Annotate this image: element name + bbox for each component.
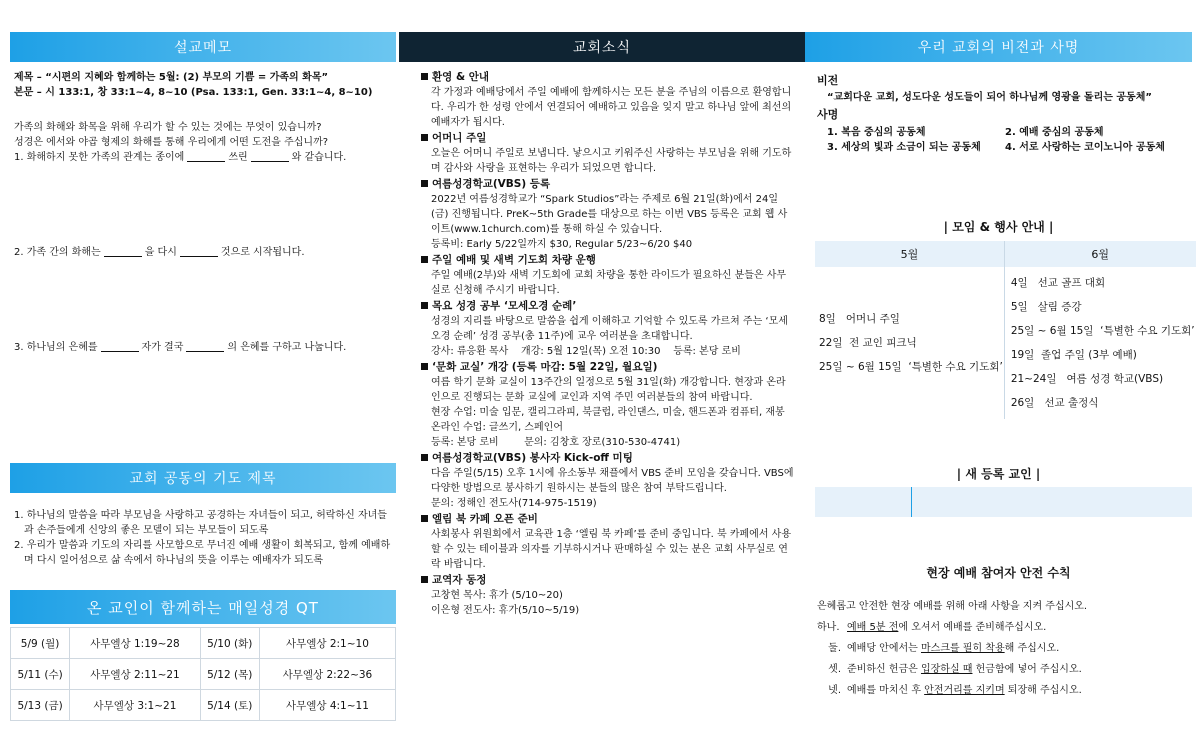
- safety-rule: 셋. 준비하신 헌금은 입장하실 때 헌금함에 넣어 주십시오.: [828, 664, 1082, 675]
- item1-part-a: 1. 화해하지 못한 가족의 관계는 종이에: [14, 152, 185, 163]
- square-bullet-icon: [421, 134, 428, 141]
- square-bullet-icon: [421, 302, 428, 309]
- square-bullet-icon: [421, 256, 428, 263]
- newcomers-title: | 새 등록 교인 |: [956, 467, 1041, 481]
- item2-part-c: 것으로 시작됩니다.: [220, 247, 305, 258]
- news-section-title: 주일 예배 및 새벽 기도회 차량 운행: [421, 252, 795, 268]
- item2-part-b: 을 다시: [144, 247, 177, 258]
- event-item: 5일 살림 증강: [1010, 301, 1082, 313]
- events-may-cell: [815, 267, 1004, 419]
- vision-text: “교회다운 교회, 성도다운 성도들이 되어 하나님께 영광을 돌리는 공동체”: [827, 92, 1152, 103]
- item1-part-c: 와 같습니다.: [291, 152, 347, 163]
- events-col-may: 5월: [815, 241, 1004, 267]
- safety-rules: [817, 596, 1187, 701]
- events-title: | 모임 & 행사 안내 |: [943, 220, 1054, 234]
- item3-part-a: 3. 하나님의 은혜를: [14, 342, 98, 353]
- mission-item: 4. 서로 사랑하는 코이노니아 공동체: [1005, 142, 1165, 153]
- sermon-question-2: 성경은 에서와 야곱 형제의 화해를 통해 우리에게 어떤 도전을 주십니까?: [14, 137, 329, 148]
- news-staff-line: 고창현 목사: 휴가 (5/10~20): [431, 590, 563, 601]
- news-section-body: 성경의 지리를 바탕으로 말씀을 쉽게 이해하고 기억할 수 있도록 가르쳐 주는 ‘모세오경 순례’ 성경 공부(총 11주)에 교우 여러분을 초대합니다.: [431, 316, 788, 342]
- item3-part-c: 의 은혜를 구하고 나눕니다.: [227, 342, 347, 353]
- qt-date: 5/12 (목): [200, 659, 259, 690]
- events-june-cell: [1004, 267, 1195, 419]
- news-section-body: 사회봉사 위원회에서 교육관 1층 ‘엘림 북 카페’를 준비 중입니다. 북 카페에서 사용 할 수 있는 테이블과 의자를 기부하시거나 판매하실 수 있는 분은 교회 사무실로 연락 바랍니다.: [431, 529, 791, 570]
- fill-blank: [104, 246, 142, 257]
- item3-part-b: 자가 결국: [141, 342, 184, 353]
- event-item: 26일 선교 출정식: [1010, 397, 1099, 409]
- fill-blank: [187, 151, 225, 162]
- event-item: 25일 ~ 6월 15일 ‘특별한 수요 기도회’: [1010, 325, 1195, 337]
- sermon-text: 본문 – 시 133:1, 창 33:1~4, 8~10 (Psa. 133:1, Gen. 33:1~4, 8~10): [14, 87, 373, 98]
- square-bullet-icon: [421, 515, 428, 522]
- square-bullet-icon: [421, 576, 428, 583]
- safety-rule: 넷. 예배를 마치신 후 안전거리를 지키며 퇴장해 주십시오.: [828, 685, 1082, 696]
- safety-rule: 하나. 예배 5분 전에 오셔서 예배를 준비해주십시오.: [817, 622, 1047, 633]
- news-section-info: 강사: 류응환 목사 개강: 5월 12일(목) 오전 10:30 등록: 본당 로비: [431, 346, 741, 357]
- qt-date: 5/9 (월): [11, 628, 70, 659]
- news-section-body: 다음 주일(5/15) 오후 1시에 유소동부 채플에서 VBS 준비 모임을 갖습니다. VBS에 다양한 방법으로 봉사하기 원하시는 분들의 많은 참여 부탁드립니다.: [431, 468, 794, 494]
- fill-blank: [251, 151, 289, 162]
- qt-row: [11, 628, 396, 659]
- vision-header: 우리 교회의 비전과 사명: [805, 32, 1192, 62]
- news-section-fee: 등록비: Early 5/22일까지 $30, Regular 5/23~6/20 $40: [431, 239, 693, 250]
- fill-blank: [101, 341, 139, 352]
- news-section-title: 여름성경학교(VBS) 봉사자 Kick-off 미팅: [421, 450, 795, 466]
- qt-date: 5/13 (금): [11, 690, 70, 721]
- item2-part-a: 2. 가족 간의 화해는: [14, 247, 101, 258]
- safety-rule: 둘. 예배당 안에서는 마스크를 필히 착용해 주십시오.: [828, 643, 1060, 654]
- square-bullet-icon: [421, 73, 428, 80]
- sermon-item-3: [14, 340, 392, 355]
- mission-label: 사명: [817, 108, 839, 121]
- sermon-question-1: 가족의 화해와 화목을 위해 우리가 할 수 있는 것에는 무엇이 있습니까?: [14, 122, 322, 133]
- qt-reading: 사무엘상 2:22~36: [259, 659, 395, 690]
- fill-blank: [180, 246, 218, 257]
- vision-column: [805, 32, 1195, 696]
- square-bullet-icon: [421, 454, 428, 461]
- sermon-item-1: [14, 150, 392, 165]
- news-section-body: 주일 예배(2부)와 새벽 기도회에 교회 차량을 통한 라이드가 필요하신 분들은 사무실로 신청해 주시기 바랍니다.: [431, 270, 787, 296]
- safety-title: 현장 예배 참여자 안전 수칙: [926, 566, 1071, 580]
- sermon-column: [10, 32, 396, 712]
- news-section-title: 엘림 북 카페 오픈 준비: [421, 511, 795, 527]
- news-section-body: 오늘은 어머니 주일로 보냅니다. 낳으시고 키워주신 사랑하는 부모님을 위해 기도하며 감사와 사랑을 표현하는 우리가 되었으면 합니다.: [431, 148, 792, 174]
- qt-reading: 사무엘상 2:1~10: [259, 628, 395, 659]
- news-section-online: 온라인 수업: 글쓰기, 스페인어: [431, 422, 564, 433]
- news-column: [399, 32, 805, 618]
- news-section-title: 환영 & 안내: [421, 69, 795, 85]
- fill-blank: [186, 341, 224, 352]
- qt-table: [10, 627, 396, 721]
- news-section-title: ‘문화 교실’ 개강 (등록 마감: 5월 22일, 월요일): [421, 359, 795, 375]
- prayer-header: 교회 공동의 기도 제목: [10, 463, 396, 493]
- event-item: 22일 전 교인 피크닉: [819, 337, 917, 349]
- square-bullet-icon: [421, 180, 428, 187]
- mission-grid: [817, 125, 1184, 155]
- news-section-title: 여름성경학교(VBS) 등록: [421, 176, 795, 192]
- qt-date: 5/14 (토): [200, 690, 259, 721]
- qt-reading: 사무엘상 1:19~28: [70, 628, 200, 659]
- events-col-june: 6월: [1004, 241, 1195, 267]
- news-staff-line: 이은형 전도사: 휴가(5/10~5/19): [431, 605, 580, 616]
- qt-row: [11, 659, 396, 690]
- mission-item: 1. 복음 중심의 공동체: [827, 127, 926, 138]
- mission-item: 3. 세상의 빛과 소금이 되는 공동체: [827, 142, 981, 153]
- news-section-body: 2022년 여름성경학교가 “Spark Studios”라는 주제로 6월 21일(화)에서 24일(금) 진행됩니다. PreK~5th Grade를 대상으로 하는 이번 VBS 등록은 교회 웹 사이트(www.1church.com)를 통해 하실 수 있습니다.: [431, 194, 788, 235]
- square-bullet-icon: [421, 363, 428, 370]
- prayer-item-2: 2. 우리가 말씀과 기도의 자리를 사모함으로 무너진 예배 생활이 회복되고, 함께 예배하며 다시 일어섬으로 삶 속에서 하나님의 뜻을 이루는 예배자가 되도록: [14, 540, 391, 566]
- qt-header: 온 교인이 함께하는 매일성경 QT: [10, 590, 396, 624]
- events-table: [815, 241, 1196, 419]
- qt-reading: 사무엘상 4:1~11: [259, 690, 395, 721]
- item1-part-b: 쓰린: [228, 152, 248, 163]
- news-section-title: 교역자 동정: [421, 572, 795, 588]
- qt-date: 5/10 (화): [200, 628, 259, 659]
- newcomers-box: [815, 487, 1192, 517]
- news-section-onsite: 현장 수업: 미술 입문, 캘리그라피, 북클럽, 라인댄스, 미술, 핸드폰과 컴퓨터, 재봉: [431, 407, 785, 418]
- vision-label: 비전: [817, 74, 839, 87]
- qt-date: 5/11 (수): [11, 659, 70, 690]
- prayer-item-1: 1. 하나님의 말씀을 따라 부모님을 사랑하고 공경하는 자녀들이 되고, 허락하신 자녀들과 손주들에게 신앙의 좋은 모델이 되는 부모들이 되도록: [14, 510, 387, 536]
- news-section-reg: 등록: 본당 로비 문의: 김창호 장로(310-530-4741): [431, 437, 681, 448]
- newcomers-divider: [911, 487, 912, 517]
- safety-intro: 은혜롭고 안전한 현장 예배를 위해 아래 사항을 지켜 주십시오.: [817, 601, 1088, 612]
- news-header: 교회소식: [399, 32, 805, 62]
- mission-item: 2. 예배 중심의 공동체: [1005, 127, 1104, 138]
- news-section-title: 목요 성경 공부 ‘모세오경 순례’: [421, 298, 795, 314]
- event-item: 4일 선교 골프 대회: [1010, 277, 1106, 289]
- sermon-header: 설교메모: [10, 32, 396, 62]
- qt-reading: 사무엘상 3:1~21: [70, 690, 200, 721]
- news-section-body: 여름 학기 문화 교실이 13주간의 일정으로 5월 31일(화) 개강합니다. 현장과 온라인으로 진행되는 문화 교실에 교인과 지역 주민 여러분들의 참여 바랍니다.: [431, 377, 786, 403]
- news-section-title: 어머니 주일: [421, 130, 795, 146]
- qt-reading: 사무엘상 2:11~21: [70, 659, 200, 690]
- sermon-item-2: [14, 245, 392, 260]
- news-section-body: 각 가정과 예배당에서 주일 예배에 함께하시는 모든 분을 주님의 이름으로 환영합니다. 우리가 한 성령 안에서 연결되어 예배하고 있음을 잊지 말고 하나님 앞에 최선의 예배자가 됩시다.: [431, 87, 792, 128]
- event-item: 21~24일 여름 성경 학교(VBS): [1010, 373, 1164, 385]
- news-section-contact: 문의: 정해인 전도사(714-975-1519): [431, 498, 597, 509]
- event-item: 19일 졸업 주일 (3부 예배): [1010, 349, 1137, 361]
- sermon-title: 제목 – “시편의 지혜와 함께하는 5월: (2) 부모의 기쁨 = 가족의 화목”: [14, 72, 329, 83]
- event-item: 8일 어머니 주일: [819, 313, 900, 325]
- qt-row: [11, 690, 396, 721]
- event-item: 25일 ~ 6월 15일 ‘특별한 수요 기도회’: [819, 361, 1003, 373]
